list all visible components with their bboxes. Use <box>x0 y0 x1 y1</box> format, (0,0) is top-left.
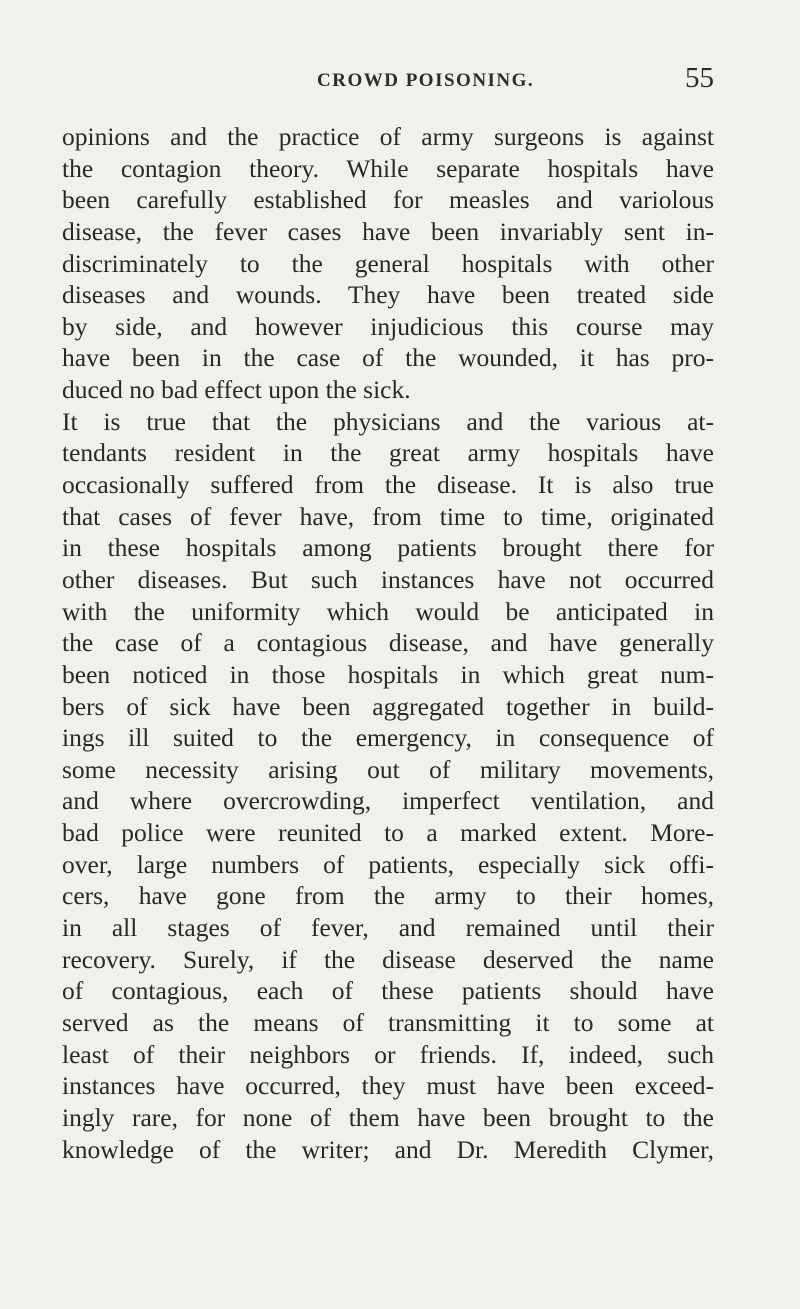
text-line: of contagious, each of these patients should have <box>62 976 714 1006</box>
text-line: opinions and the practice of army surgeons is against <box>62 122 714 151</box>
running-head: CROWD POISONING. <box>317 70 535 91</box>
text-line: over, large numbers of patients, especially sick offi- <box>62 849 714 879</box>
text-line: ings ill suited to the emergency, in consequence of <box>62 723 714 753</box>
text-line: occasionally suffered from the disease. It is also true <box>62 470 714 500</box>
text-line: the contagion theory. While separate hospitals have <box>62 153 714 183</box>
text-line: discriminately to the general hospitals with other <box>62 248 714 278</box>
text-line: knowledge of the writer; and Dr. Meredith Clymer, <box>62 1134 714 1164</box>
text-line: tendants resident in the great army hospitals have <box>62 438 714 468</box>
text-line: by side, and however injudicious this course may <box>62 311 714 341</box>
page-number: 55 <box>685 62 714 94</box>
text-line: duced no bad effect upon the sick. <box>62 375 411 405</box>
text-line: instances have occurred, they must have been exceed- <box>62 1071 714 1101</box>
text-line: that cases of fever have, from time to time, originated <box>62 501 714 531</box>
text-line: recovery. Surely, if the disease deserved the name <box>62 944 714 974</box>
text-line: bers of sick have been aggregated together in build- <box>62 691 714 721</box>
text-line: the case of a contagious disease, and have generally <box>62 628 714 658</box>
text-line: cers, have gone from the army to their homes, <box>62 881 714 911</box>
text-line: ingly rare, for none of them have been brought to the <box>62 1102 714 1132</box>
text-line: least of their neighbors or friends. If, indeed, such <box>62 1039 714 1069</box>
text-line: some necessity arising out of military movements, <box>62 754 714 784</box>
text-line: disease, the fever cases have been invariably sent in- <box>62 216 714 246</box>
text-line: have been in the case of the wounded, it has pro- <box>62 343 714 373</box>
text-line: diseases and wounds. They have been treated side <box>62 280 714 310</box>
text-line: in all stages of fever, and remained until their <box>62 913 714 943</box>
text-line: been carefully established for measles and variolous <box>62 185 714 215</box>
text-line: bad police were reunited to a marked extent. More- <box>62 818 714 848</box>
text-line: in these hospitals among patients brought there for <box>62 533 714 563</box>
text-line: and where overcrowding, imperfect ventilation, and <box>62 786 714 816</box>
text-line: served as the means of transmitting it to some at <box>62 1007 714 1037</box>
text-line: It is true that the physicians and the various at- <box>62 406 714 436</box>
text-line: other diseases. But such instances have not occurred <box>62 564 714 594</box>
body-text <box>62 121 714 1165</box>
page-header <box>62 62 714 106</box>
text-line: with the uniformity which would be anticipated in <box>62 596 714 626</box>
text-line: been noticed in those hospitals in which great num- <box>62 659 714 689</box>
